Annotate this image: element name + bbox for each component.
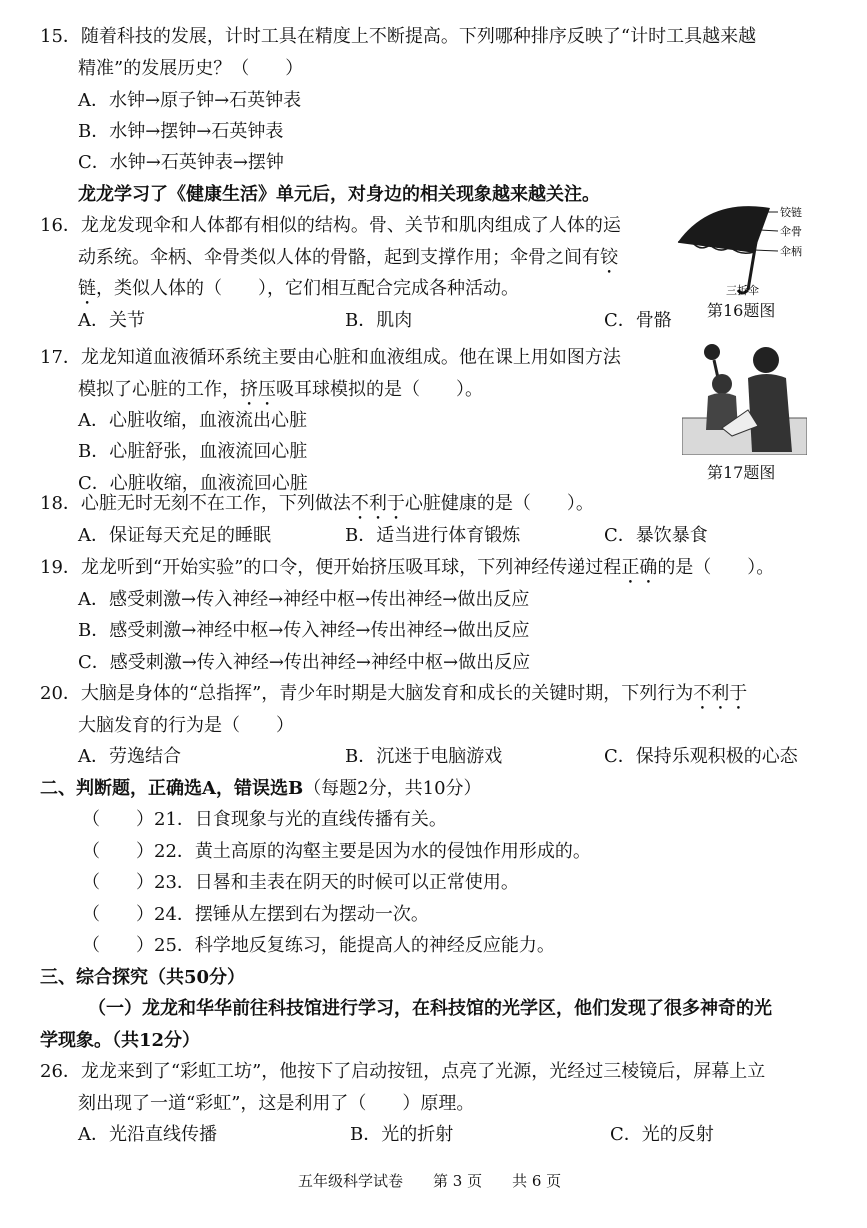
teacher-head bbox=[753, 347, 779, 373]
q17-option-b[interactable]: B．心脏舒张，血液流回心脏 bbox=[78, 441, 308, 462]
section3-sub1-line2: 学现象。（共12分） bbox=[40, 1030, 201, 1051]
q16-emphasis-hinge-1: 铰 bbox=[600, 247, 618, 268]
umbrella-label-rib: 伞骨 bbox=[780, 225, 802, 238]
q18-emphasis-not-good: 不利于 bbox=[350, 493, 405, 514]
q20-option-b[interactable]: B．沉迷于电脑游戏 bbox=[345, 746, 503, 767]
q21-item[interactable]: （ ）21．日食现象与光的直线传播有关。 bbox=[82, 809, 447, 830]
q26-option-b[interactable]: B．光的折射 bbox=[350, 1124, 454, 1145]
umbrella-label-tri-fold: 三折伞 bbox=[726, 284, 759, 297]
q18-option-a[interactable]: A．保证每天充足的睡眠 bbox=[78, 525, 271, 546]
section2-score: （每题2分，共10分） bbox=[303, 778, 482, 799]
q16-figure-caption: 第16题图 bbox=[707, 301, 776, 320]
q16-option-c[interactable]: C．骨骼 bbox=[604, 310, 672, 331]
q19-option-c[interactable]: C．感受刺激→传入神经→传出神经→神经中枢→做出反应 bbox=[78, 652, 531, 673]
q16-stem-line3 bbox=[78, 277, 519, 309]
q19-emphasis-correct: 正确 bbox=[621, 557, 658, 578]
q19-option-b[interactable]: B．感受刺激→神经中枢→传入神经→传出神经→做出反应 bbox=[78, 620, 530, 641]
heart-simulation-figure bbox=[682, 340, 807, 455]
q26-stem-line2: 刻出现了一道“彩虹”，这是利用了（ ）原理。 bbox=[78, 1093, 475, 1114]
q19-stem-text-a: 19．龙龙听到“开始实验”的口令，便开始挤压吸耳球，下列神经传递过程 bbox=[40, 557, 622, 578]
q17-stem-line2-text-b: 吸耳球模拟的是（ ）。 bbox=[276, 379, 483, 400]
q15-stem-line1: 15．随着科技的发展，计时工具在精度上不断提高。下列哪种排序反映了“计时工具越来越 bbox=[40, 26, 757, 47]
q25-item[interactable]: （ ）25．科学地反复练习，能提高人的神经反应能力。 bbox=[82, 935, 555, 956]
q16-stem-line2-text: 动系统。伞柄、伞骨类似人体的骨骼，起到支撑作用；伞骨之间有 bbox=[78, 247, 600, 268]
q17-stem-line2-text-a: 模拟了心脏的工作， bbox=[78, 379, 240, 400]
q23-item[interactable]: （ ）23．日晷和圭表在阴天的时候可以正常使用。 bbox=[82, 872, 519, 893]
q17-emphasis-squeeze: 挤压 bbox=[240, 379, 276, 400]
q19-option-a[interactable]: A．感受刺激→传入神经→神经中枢→传出神经→做出反应 bbox=[78, 589, 530, 610]
q16-stem-line3-text: ，类似人体的（ ），它们相互配合完成各种活动。 bbox=[96, 278, 519, 299]
q22-item[interactable]: （ ）22．黄土高原的沟壑主要是因为水的侵蚀作用形成的。 bbox=[82, 841, 591, 862]
q20-emphasis-not-good: 不利于 bbox=[693, 683, 748, 704]
q17-figure-caption: 第17题图 bbox=[707, 463, 776, 482]
q20-stem-line1-text: 20．大脑是身体的“总指挥”，青少年时期是大脑发育和成长的关键时期，下列行为 bbox=[40, 683, 694, 704]
q16-option-a[interactable]: A．关节 bbox=[78, 310, 145, 331]
umbrella-label-hinge: 铰链 bbox=[780, 206, 802, 219]
q16-option-b[interactable]: B．肌肉 bbox=[345, 310, 413, 331]
q19-stem bbox=[40, 556, 774, 588]
q15-option-a[interactable]: A．水钟→原子钟→石英钟表 bbox=[78, 90, 302, 111]
q20-stem-line2: 大脑发育的行为是（ ） bbox=[78, 715, 294, 736]
q20-option-c[interactable]: C．保持乐观积极的心态 bbox=[604, 746, 798, 767]
page-footer: 五年级科学试卷 第 3 页 共 6 页 bbox=[298, 1172, 562, 1190]
student-head bbox=[712, 374, 732, 394]
q19-stem-text-b: 的是（ ）。 bbox=[657, 557, 775, 578]
q20-option-a[interactable]: A．劳逸结合 bbox=[78, 746, 181, 767]
q18-option-b[interactable]: B．适当进行体育锻炼 bbox=[345, 525, 521, 546]
section3-sub1-line1: （一）龙龙和华华前往科技馆进行学习，在科技馆的光学区，他们发现了很多神奇的光 bbox=[88, 998, 772, 1019]
q26-stem-line1: 26．龙龙来到了“彩虹工坊”，他按下了启动按钮，点亮了光源，光经过三棱镜后，屏幕上立 bbox=[40, 1061, 766, 1082]
q18-option-c[interactable]: C．暴饮暴食 bbox=[604, 525, 708, 546]
q26-option-a[interactable]: A．光沿直线传播 bbox=[78, 1124, 217, 1145]
ear-bulb bbox=[704, 344, 720, 360]
q24-item[interactable]: （ ）24．摆锤从左摆到右为摆动一次。 bbox=[82, 904, 429, 925]
q20-stem-line1 bbox=[40, 682, 747, 714]
q26-option-c[interactable]: C．光的反射 bbox=[610, 1124, 714, 1145]
section2-title: 二、判断题，正确选A，错误选B bbox=[40, 778, 304, 799]
teacher-body bbox=[748, 374, 792, 452]
q17-option-c[interactable]: C．心脏收缩，血液流回心脏 bbox=[78, 473, 308, 494]
intro-health-unit: 龙龙学习了《健康生活》单元后，对身边的相关现象越来越关注。 bbox=[78, 184, 600, 205]
q18-stem-text-b: 心脏健康的是（ ）。 bbox=[404, 493, 594, 514]
q18-stem bbox=[40, 492, 594, 524]
q18-stem-text-a: 18．心脏无时无刻不在工作，下列做法 bbox=[40, 493, 351, 514]
umbrella-figure bbox=[670, 190, 820, 298]
q15-option-b[interactable]: B．水钟→摆钟→石英钟表 bbox=[78, 121, 284, 142]
q16-stem-line2 bbox=[78, 246, 618, 278]
umbrella-label-handle: 伞柄 bbox=[780, 245, 802, 258]
section2-heading bbox=[40, 777, 482, 801]
q17-option-a[interactable]: A．心脏收缩，血液流出心脏 bbox=[78, 410, 307, 431]
q17-stem-line1: 17．龙龙知道血液循环系统主要由心脏和血液组成。他在课上用如图方法 bbox=[40, 347, 621, 368]
q15-stem-line2: 精准”的发展历史？（ ） bbox=[78, 58, 304, 79]
q16-stem-line1: 16．龙龙发现伞和人体都有相似的结构。骨、关节和肌肉组成了人体的运 bbox=[40, 215, 621, 236]
q15-option-c[interactable]: C．水钟→石英钟表→摆钟 bbox=[78, 152, 284, 173]
section3-heading: 三、综合探究（共50分） bbox=[40, 967, 246, 988]
q17-stem-line2 bbox=[78, 378, 483, 410]
q16-emphasis-hinge-2: 链 bbox=[78, 278, 96, 299]
